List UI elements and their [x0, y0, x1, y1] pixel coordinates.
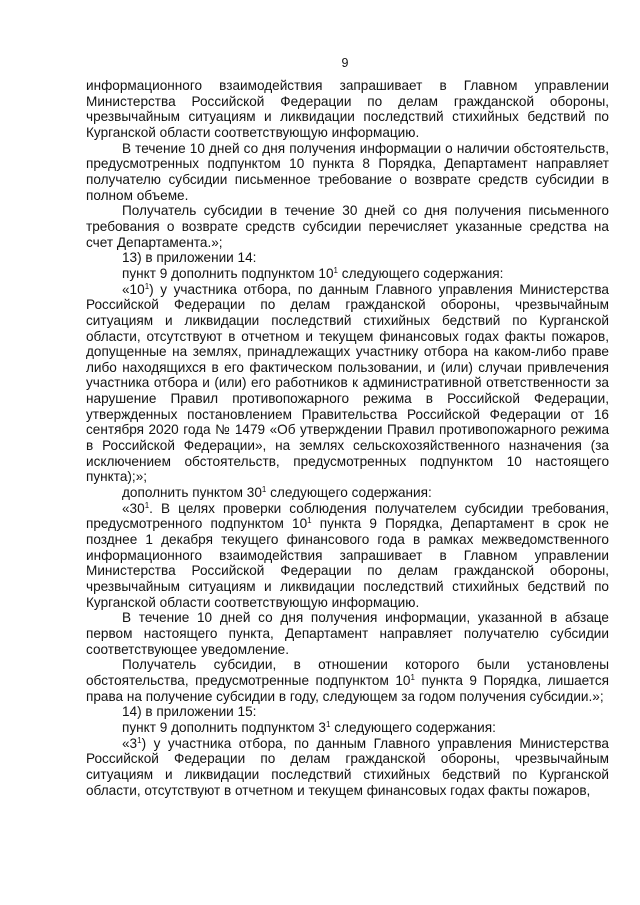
superscript: 1: [333, 265, 338, 275]
superscript: 1: [144, 500, 150, 510]
paragraph-text: Получатель субсидии, в отношении которого были установлены обстоятельства, предусмотренные подпунктом 10: [86, 657, 609, 688]
superscript: 1: [410, 672, 415, 682]
paragraph-p1: [86, 78, 609, 141]
page-number: 9: [341, 56, 349, 70]
paragraph-text: В течение 10 дней со дня получения информации, указанной в абзаце первом настоящего пункта, Департамент направляет получателю субсидии соответствующее уведомление.: [86, 610, 609, 657]
paragraph-text: пункт 9 дополнить подпунктом 3: [122, 719, 326, 735]
paragraph-text: 13) в приложении 14:: [122, 250, 257, 266]
paragraph-p3: [86, 203, 609, 250]
paragraph-text: пункта 9 Порядка, лишается права на получение субсидии в году, следующем за годом получения субсидии.»;: [86, 672, 609, 704]
paragraph-text: информационного взаимодействия запрашивает в Главном управлении Министерства Российской Федерации по делам гражданской обороны, чрезвычайным ситуациям и ликвидации последствий стихийных бедствий по Курганской области соответствующую информацию.: [86, 78, 609, 140]
paragraph-p4: [86, 250, 609, 266]
paragraph-p6: [86, 282, 609, 486]
paragraph-text: Получатель субсидии в течение 30 дней со дня получения письменного требования о возврате средств субсидии перечисляет указанные средства на счет Департамента.»;: [86, 203, 609, 250]
superscript: 1: [261, 485, 267, 495]
paragraph-p7: [86, 485, 609, 501]
paragraph-text: 14) в приложении 15:: [122, 704, 257, 720]
superscript: 1: [325, 719, 331, 729]
superscript: 1: [307, 516, 312, 526]
paragraph-text: следующего содержания:: [266, 485, 432, 501]
paragraph-p10: [86, 657, 609, 704]
paragraph-text: дополнить пунктом 30: [122, 485, 262, 501]
paragraph-text: . В целях проверки соблюдения получателем субсидии требования, предусмотренного подпунктом 10: [86, 500, 609, 532]
paragraph-text: ) у участника отбора, по данным Главного управления Министерства Российской Федерации по делам гражданской обороны, чрезвычайным ситуациям и ликвидации последствий стихийных бедствий по Курганской области, отсутствуют в отчетном и текущем финансовых годах факты пожаров, допущенные на землях, принадлежащих участнику отбора на каком-либо праве либо находящихся в его фактическом пользовании, и (или) случаи привлечения участника отбора и (или) его работников к административной ответственности за нарушение Правил противопожарного режима в Российской Федерации, утвержденных постановлением Правительства Российской Федерации от 16 сентября 2020 года № 1479 «Об утверждении Правил противопожарного режима в Российской Федерации», на землях сельскохозяйственного назначения (за исключением обстоятельств, предусмотренных подпунктом 10 настоящего пункта);»;: [86, 281, 609, 485]
paragraph-text: пункта 9 Порядка, Департамент в срок не позднее 1 декабря текущего финансового года в рамках межведомственного информационного взаимодействия запрашивает в Главном управлении Министерства Российской Федерации по делам гражданской обороны, чрезвычайным ситуациям и ликвидации последствий стихийных бедствий по Курганской области соответствующую информацию.: [86, 516, 609, 610]
paragraph-p11: [86, 704, 609, 720]
paragraph-p9: [86, 610, 609, 657]
paragraph-p5: [86, 266, 609, 282]
paragraph-text: «30: [122, 500, 145, 516]
paragraph-p8: [86, 501, 609, 611]
paragraph-p12: [86, 720, 609, 736]
paragraph-text: «10: [122, 281, 145, 297]
superscript: 1: [144, 281, 150, 291]
paragraph-text: следующего содержания:: [338, 265, 504, 281]
superscript: 1: [137, 735, 142, 745]
paragraph-p13: [86, 736, 609, 799]
paragraph-text: следующего содержания:: [330, 719, 496, 735]
paragraph-p2: [86, 141, 609, 204]
paragraph-text: пункт 9 дополнить подпунктом 10: [122, 265, 334, 281]
paragraph-text: ) у участника отбора, по данным Главного управления Министерства Российской Федерации по делам гражданской обороны, чрезвычайным ситуациям и ликвидации последствий стихийных бедствий по Курганской области, отсутствуют в отчетном и текущем финансовых годах факты пожаров,: [86, 735, 609, 798]
document-body: [86, 78, 609, 798]
paragraph-text: «3: [122, 735, 138, 751]
paragraph-text: В течение 10 дней со дня получения информации о наличии обстоятельств, предусмотренных подпунктом 10 пункта 8 Порядка, Департамент направляет получателю субсидии письменное требование о возврате средств субсидии в полном объеме.: [86, 140, 609, 203]
